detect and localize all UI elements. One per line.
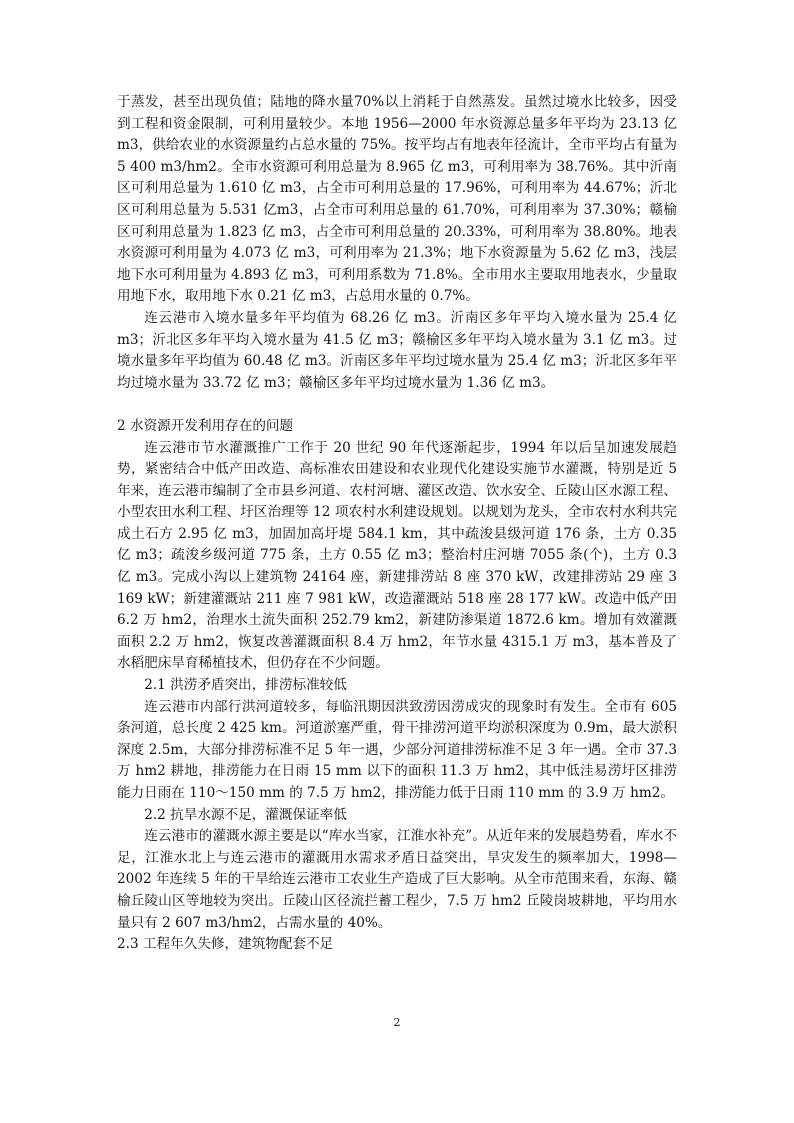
subsection-heading-2-1: 2.1 洪涝矛盾突出，排涝标准较低 xyxy=(144,677,347,694)
page-number: 2 xyxy=(393,1016,401,1029)
paragraph-inflow: 连云港市入境水量多年平均值为 68.26 亿 m3。沂南区多年平均入境水量为 25.4 亿 m3；沂北区多年平均入境水量为 41.5 亿 m3；赣榆区多年平均入境水量为 3.1 亿 m3。过境水量多年平均值为 60.48 亿 m3。沂南区多年平均过境水量为 25.4 亿 m3；沂北区多年平均过境水量为 33.72 亿 m3；赣榆区多年平均过境水量为 1.36 亿 m3。 xyxy=(117,309,677,391)
paragraph-water-resources: 于蒸发，甚至出现负值；陆地的降水量70%以上消耗于自然蒸发。虽然过境水比较多，因受到工程和资金限制，可利用量较少。本地 1956—2000 年水资源总量多年平均为 23.13 亿 m3，供给农业的水资源量约占总水量的 75%。按平均占有地表年径流计，全市平均占有量为 5 400 m3/hm2。全市水资源可利用总量为 8.965 亿 m3，可利用率为 38.76%。其中沂南区可利用总量为 1.610 亿 m3，占全市可利用总量的 17.96%，可利用率为 44.67%；沂北区可利用总量为 5.531 亿m3，占全市可利用总量的 61.70%，可利用率为 37.30%；赣榆区可利用总量为 1.823 亿 m3，占全市可利用总量的 20.33%，可利用率为 38.80%。地表水资源可利用量为 4.073 亿 m3，可利用率为 21.3%；地下水资源量为 5.62 亿 m3，浅层地下水可利用量为 4.893 亿 m3，可利用系数为 71.8%。全市用水主要取用地表水，少量取用地下水，取用地下水 0.21 亿 m3，占总用水量的 0.7%。 xyxy=(117,94,677,305)
paragraph-drought-water: 连云港市的灌溉水源主要是以“库水当家，江淮水补充”。从近年来的发展趋势看，库水不足，江淮水北上与连云港市的灌溉用水需求矛盾日益突出，旱灾发生的频率加大，1998—2002 年连续 5 年的干旱给连云港市工农业生产造成了巨大影响。从全市范围来看，东海、赣榆丘陵山区等地较为突出。丘陵山区径流拦蓄工程少，7.5 万 hm2 丘陵岗坡耕地，平均用水量只有 2 607 m3/hm2，占需水量的 40%。 xyxy=(117,828,677,931)
paragraph-irrigation-progress: 连云港市节水灌溉推广工作于 20 世纪 90 年代逐渐起步，1994 年以后呈加速发展趋势，紧密结合中低产田改造、高标准农田建设和农业现代化建设实施节水灌溉，特别是近 5 年来，连云港市编制了全市县乡河道、农村河塘、灌区改造、饮水安全、丘陵山区水源工程、小型农田水利工程、圩区治理等 12 项农村水利建设规划。以规划为龙头，全市农村水利共完成土石方 2.95 亿 m3，加固加高圩堤 584.1 km，其中疏浚县级河道 176 条，土方 0.35 亿 m3；疏浚乡级河道 775 条，土方 0.55 亿 m3；整治村庄河塘 7055 条(个)，土方 0.3 亿 m3。完成小沟以上建筑物 24164 座，新建排涝站 8 座 370 kW，改建排涝站 29 座 3 169 kW；新建灌溉站 211 座 7 981 kW，改造灌溉站 518 座 28 177 kW。改造中低产田 6.2 万 hm2，治理水土流失面积 252.79 km2，新建防渗渠道 1872.6 km。增加有效灌溉面积 2.2 万 hm2，恢复改善灌溉面积 8.4 万 hm2，年节水量 4315.1 万 m3，基本普及了水稻肥床旱育稀植技术，但仍存在不少问题。 xyxy=(117,439,677,672)
section-heading-2: 2 水资源开发利用存在的问题 xyxy=(117,417,294,434)
subsection-heading-2-3: 2.3 工程年久失修，建筑物配套不足 xyxy=(117,936,334,953)
page-body xyxy=(117,92,677,956)
paragraph-flood-drainage: 连云港市内部行洪河道较多，每临汛期因洪致涝因涝成灾的现象时有发生。全市有 605 条河道，总长度 2 425 km。河道淤塞严重，骨干排涝河道平均淤积深度为 0.9m，最大淤积深度 2.5m，大部分排涝标准不足 5 年一遇，少部分河道排涝标准不足 3 年一遇。全市 37.3 万 hm2 耕地，排涝能力在日雨 15 mm 以下的面积 11.3 万 hm2，其中低洼易涝圩区排涝能力日雨在 110～150 mm 的 7.5 万 hm2，排涝能力低于日雨 110 mm 的 3.9 万 hm2。 xyxy=(117,698,677,801)
subsection-heading-2-2: 2.2 抗旱水源不足，灌溉保证率低 xyxy=(144,806,347,823)
